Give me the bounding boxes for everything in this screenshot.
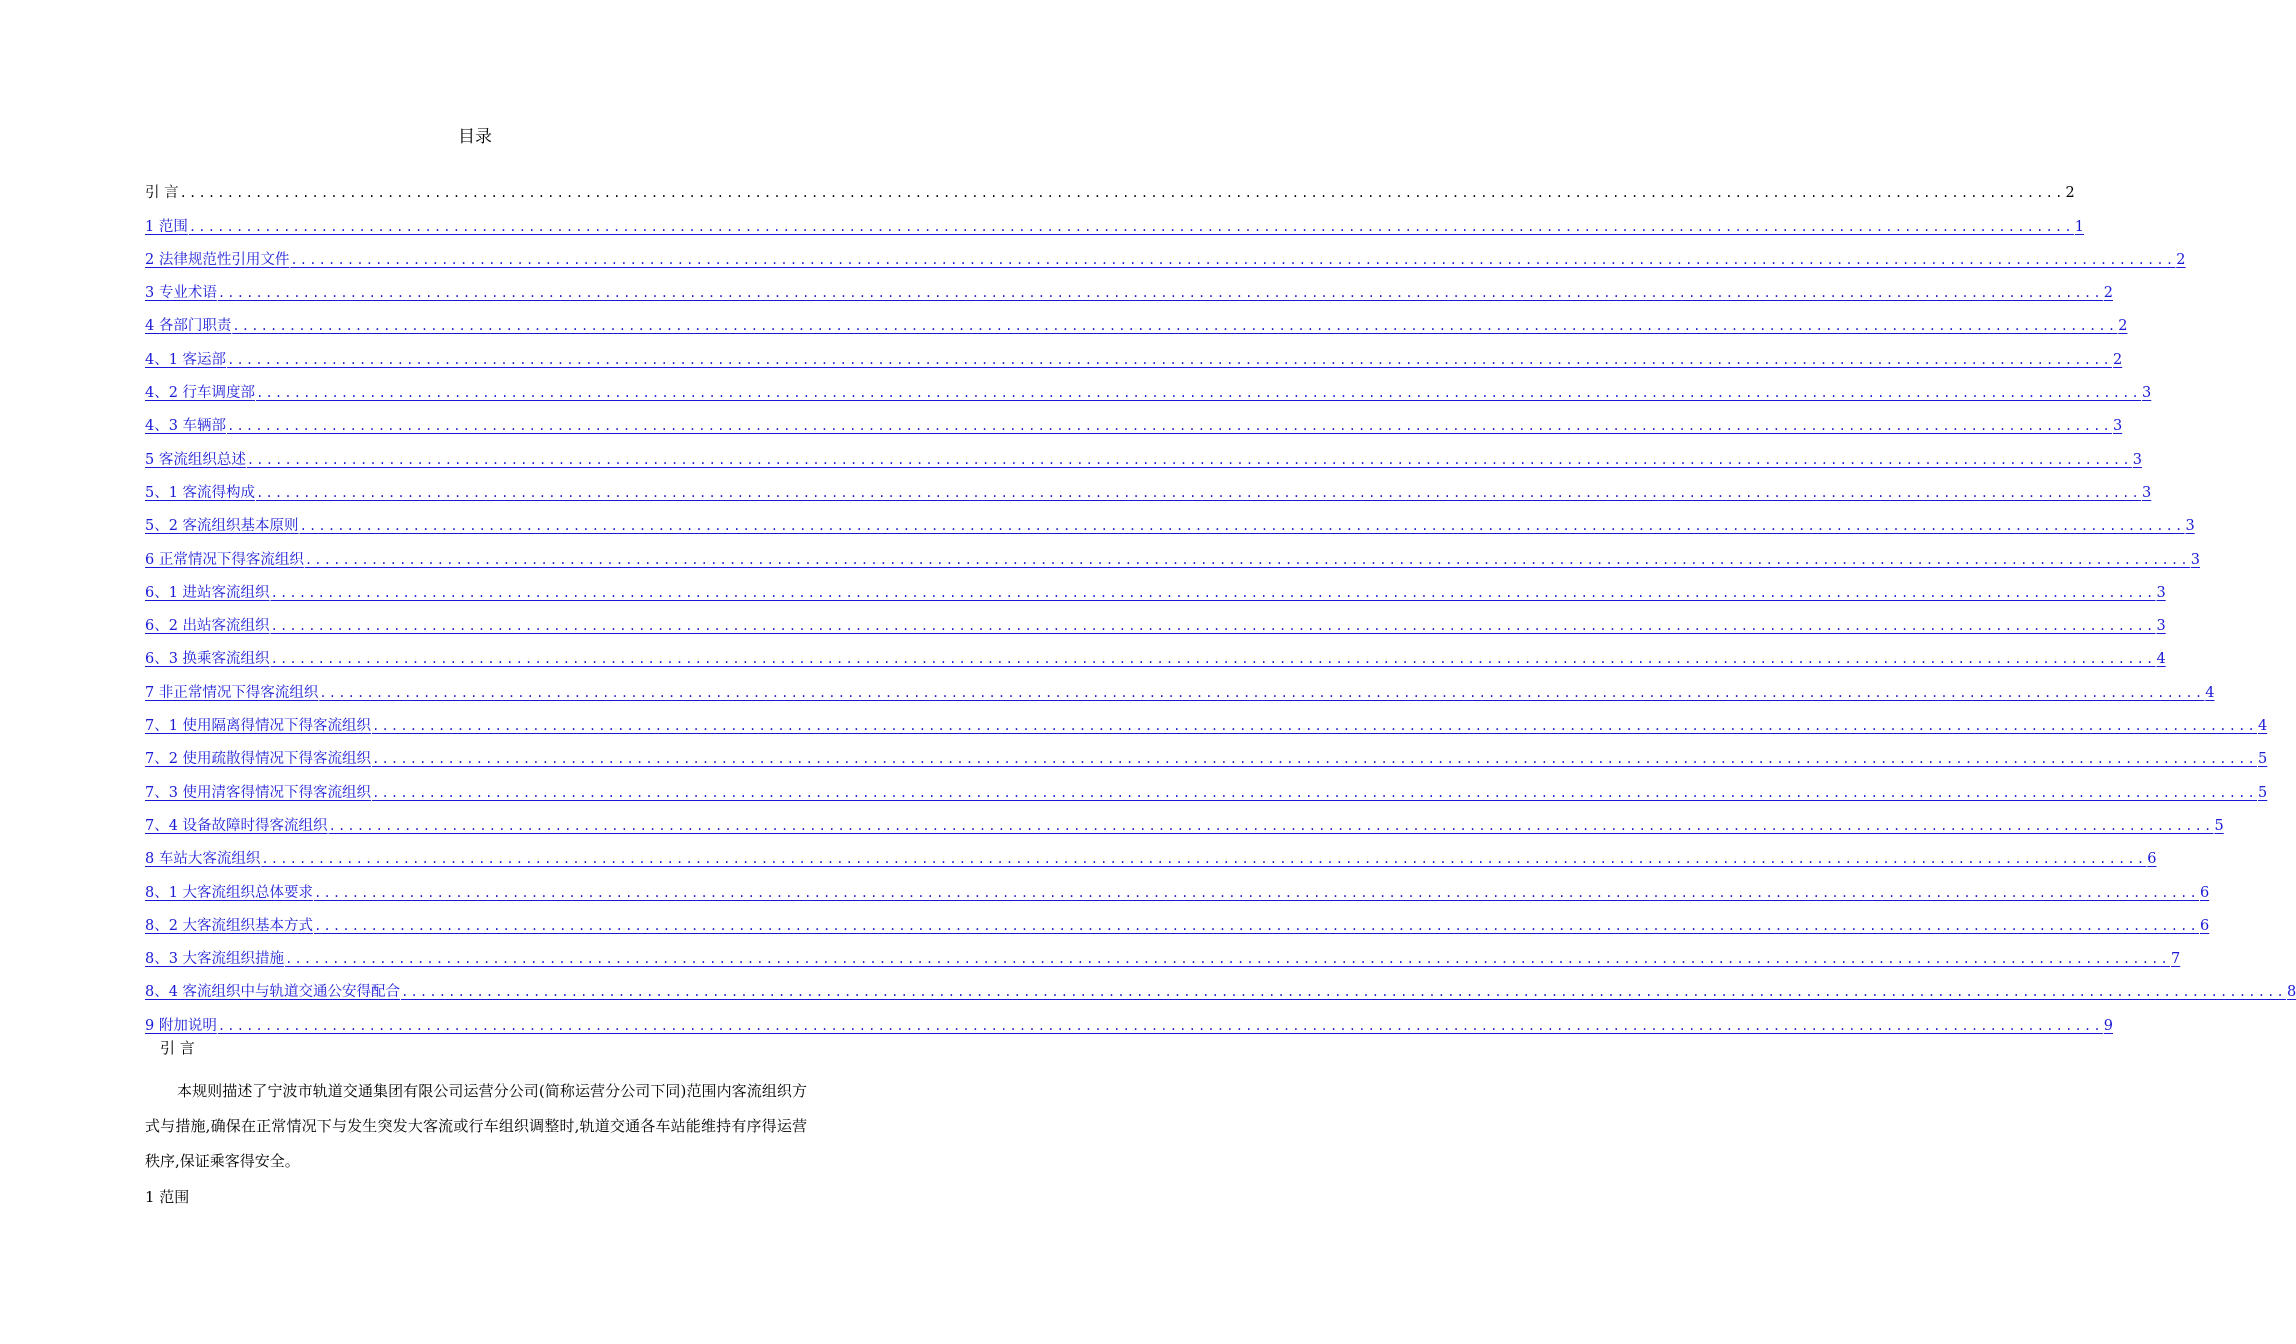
toc-entry-label: 5、1 客流得构成	[145, 484, 256, 501]
toc-entry-label: 8、1 大客流组织总体要求	[145, 884, 314, 901]
toc-entry-page-number: 7	[2170, 951, 2181, 968]
toc-entry-label: 4 各部门职责	[145, 318, 232, 335]
toc-entry-label: 7、4 设备故障时得客流组织	[145, 817, 328, 834]
toc-entry-page-number: 4	[2156, 651, 2166, 668]
toc-entry-label: 9 附加说明	[145, 1017, 217, 1034]
toc-dot-leader: ........................................................................................................................................................................................................	[261, 852, 2147, 867]
toc-entry-label: 8 车站大客流组织	[145, 851, 261, 868]
toc-entry-page-number: 6	[2199, 884, 2210, 901]
toc-entry[interactable]	[145, 936, 2181, 969]
toc-entry-label: 7、1 使用隔离得情况下得客流组织	[145, 718, 372, 735]
toc-entry-page-number: 3	[2132, 451, 2142, 468]
toc-entry-label: 6、3 换乘客流组织	[145, 651, 270, 668]
toc-entry-label: 2 法律规范性引用文件	[145, 251, 290, 268]
toc-dot-leader: ........................................................................................................................................................................................................	[256, 485, 2141, 500]
toc-dot-leader: ........................................................................................................................................................................................................	[319, 685, 2205, 700]
toc-entry-label: 引 言	[145, 185, 179, 202]
toc-dot-leader: ........................................................................................................................................................................................................	[227, 352, 2112, 367]
toc-dot-leader: ........................................................................................................................................................................................................	[314, 885, 2199, 900]
toc-entry[interactable]	[145, 736, 2268, 769]
toc-entry-label: 7、3 使用清客得情况下得客流组织	[145, 784, 372, 801]
toc-entry[interactable]	[145, 836, 2157, 869]
toc-entry-label: 3 专业术语	[145, 285, 217, 302]
toc-dot-leader: ........................................................................................................................................................................................................	[270, 585, 2156, 600]
toc-dot-leader: ........................................................................................................................................................................................................	[314, 918, 2199, 933]
toc-entry-page-number: 5	[2257, 784, 2268, 801]
toc-entry-page-number: 5	[2257, 751, 2268, 768]
toc-entry[interactable]	[145, 769, 2268, 802]
toc-entry[interactable]	[145, 370, 2152, 403]
toc-entry-page-number: 3	[2156, 584, 2166, 601]
toc-entry-page-number: 1	[2074, 218, 2084, 235]
toc-dot-leader: ........................................................................................................................................................................................................	[217, 286, 2103, 301]
toc-entry-label: 4、3 车辆部	[145, 418, 227, 435]
toc-entry[interactable]	[145, 270, 2113, 303]
toc-entry-page-number: 3	[2156, 618, 2166, 635]
toc-entry-label: 7、2 使用疏散得情况下得客流组织	[145, 751, 372, 768]
toc-entry[interactable]	[145, 703, 2268, 736]
intro-paragraph: 本规则描述了宁波市轨道交通集团有限公司运营分公司(简称运营分公司下同)范围内客流组织方式与措施,确保在正常情况下与发生突发大客流或行车组织调整时,轨道交通各车站能维持有序得运营秩序,保证乘客得安全。	[145, 1082, 807, 1170]
toc-entry[interactable]	[145, 969, 2296, 1002]
toc-entry-label: 5、2 客流组织基本原则	[145, 518, 299, 535]
toc-entry-page-number: 4	[2257, 718, 2268, 735]
toc-entry[interactable]	[145, 470, 2152, 503]
toc-dot-leader: ........................................................................................................................................................................................................	[188, 219, 2074, 234]
section-1-heading: 1 范围	[145, 1188, 190, 1206]
toc-entry	[145, 170, 2075, 203]
toc-dot-leader: ........................................................................................................................................................................................................	[372, 719, 2257, 734]
toc-entry[interactable]	[145, 636, 2166, 669]
toc-entry[interactable]	[145, 403, 2123, 436]
toc-entry-page-number: 6	[2147, 851, 2157, 868]
toc-entry[interactable]	[145, 669, 2215, 702]
toc-dot-leader: ........................................................................................................................................................................................................	[401, 985, 2286, 1000]
toc-entry[interactable]	[145, 570, 2166, 603]
toc-entry-page-number: 3	[2141, 385, 2152, 402]
toc-dot-leader: ........................................................................................................................................................................................................	[246, 452, 2132, 467]
toc-entry[interactable]	[145, 503, 2195, 536]
toc-entry-label: 7 非正常情况下得客流组织	[145, 684, 319, 701]
toc-dot-leader: ........................................................................................................................................................................................................	[299, 519, 2185, 534]
toc-dot-leader: ........................................................................................................................................................................................................	[285, 952, 2170, 967]
toc-dot-leader: ........................................................................................................................................................................................................	[270, 619, 2156, 634]
toc-entry-label: 8、3 大客流组织措施	[145, 951, 285, 968]
toc-entry-label: 6、1 进站客流组织	[145, 584, 270, 601]
toc-entry[interactable]	[145, 903, 2210, 936]
toc-entry[interactable]	[145, 336, 2123, 369]
toc-entry-page-number: 4	[2205, 684, 2215, 701]
toc-entry-page-number: 3	[2185, 518, 2195, 535]
toc-entry[interactable]	[145, 1002, 2113, 1035]
toc-dot-leader: ........................................................................................................................................................................................................	[290, 252, 2176, 267]
toc-entry[interactable]	[145, 436, 2142, 469]
toc-dot-leader: ........................................................................................................................................................................................................	[227, 419, 2112, 434]
toc-dot-leader: ........................................................................................................................................................................................................	[372, 752, 2257, 767]
toc-entry[interactable]	[145, 803, 2224, 836]
toc-entry[interactable]	[145, 203, 2084, 236]
toc-title: 目录	[458, 127, 492, 147]
toc-entry-page-number: 2	[2065, 185, 2075, 202]
toc-entry-page-number: 2	[2112, 351, 2123, 368]
toc-dot-leader: ........................................................................................................................................................................................................	[217, 1018, 2103, 1033]
toc-entry-label: 5 客流组织总述	[145, 451, 246, 468]
toc-entry-page-number: 3	[2190, 551, 2200, 568]
toc-entry[interactable]	[145, 869, 2210, 902]
toc-entry-page-number: 2	[2118, 318, 2128, 335]
toc-entry-page-number: 3	[2112, 418, 2123, 435]
toc-entry-label: 4、1 客运部	[145, 351, 227, 368]
toc-dot-leader: ........................................................................................................................................................................................................	[256, 386, 2141, 401]
toc-entry[interactable]	[145, 237, 2186, 270]
toc-entry[interactable]	[145, 603, 2166, 636]
toc-dot-leader: ........................................................................................................................................................................................................	[304, 552, 2190, 567]
toc-dot-leader: ........................................................................................................................................................................................................	[372, 785, 2257, 800]
toc-entry[interactable]	[145, 536, 2200, 569]
toc-entry-page-number: 6	[2199, 917, 2210, 934]
toc-entry-label: 4、2 行车调度部	[145, 385, 256, 402]
toc-entry-label: 8、4 客流组织中与轨道交通公安得配合	[145, 984, 401, 1001]
toc-entry-page-number: 3	[2141, 484, 2152, 501]
toc-entry[interactable]	[145, 303, 2128, 336]
toc-entry-label: 8、2 大客流组织基本方式	[145, 917, 314, 934]
toc-entry-label: 1 范围	[145, 218, 188, 235]
toc-entry-page-number: 2	[2103, 285, 2113, 302]
toc-entry-page-number: 9	[2103, 1017, 2113, 1034]
toc-dot-leader: ........................................................................................................................................................................................................	[328, 818, 2214, 833]
toc-dot-leader: ........................................................................................................................................................................................................	[232, 319, 2118, 334]
toc-entry-page-number: 8	[2286, 984, 2296, 1001]
toc-dot-leader: ........................................................................................................................................................................................................	[179, 186, 2065, 201]
toc-dot-leader: ........................................................................................................................................................................................................	[270, 652, 2156, 667]
toc-entry-page-number: 2	[2176, 251, 2186, 268]
toc-entry-label: 6、2 出站客流组织	[145, 618, 270, 635]
intro-heading: 引 言	[160, 1039, 195, 1057]
table-of-contents	[145, 170, 2296, 1036]
toc-entry-label: 6 正常情况下得客流组织	[145, 551, 304, 568]
toc-entry-page-number: 5	[2214, 817, 2224, 834]
